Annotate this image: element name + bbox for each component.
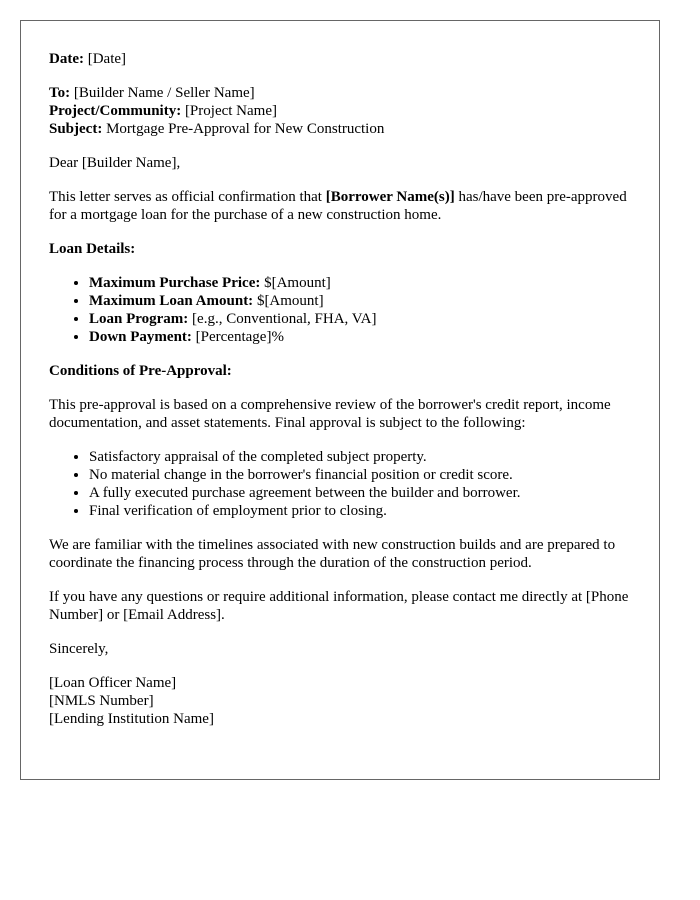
to-value: [Builder Name / Seller Name] bbox=[73, 85, 255, 101]
loan-detail-value: $[Amount] bbox=[253, 293, 324, 309]
letter-document bbox=[20, 20, 660, 780]
list-item bbox=[89, 328, 631, 346]
closing: Sincerely, bbox=[49, 641, 109, 657]
recipient-block bbox=[49, 84, 631, 138]
contact-paragraph: If you have any questions or require additional information, please contact me directly at [Phone Number] or [Email Address]. bbox=[49, 589, 629, 623]
list-item bbox=[89, 310, 631, 328]
loan-detail-value: [Percentage]% bbox=[191, 329, 284, 345]
date-line bbox=[49, 50, 631, 68]
intro-paragraph bbox=[49, 188, 631, 224]
salutation: Dear [Builder Name], bbox=[49, 155, 181, 171]
timeline-paragraph: We are familiar with the timelines associated with new construction builds and are prepared to coordinate the financing process through the duration of the construction period. bbox=[49, 537, 616, 571]
list-item bbox=[89, 292, 631, 310]
loan-detail-label: Maximum Loan Amount: bbox=[89, 293, 254, 309]
list-item: • A fully executed purchase agreement between the builder and borrower. bbox=[89, 484, 631, 502]
to-label: To: bbox=[49, 85, 71, 101]
conditions-heading: Conditions of Pre-Approval: bbox=[49, 363, 232, 379]
loan-details-list bbox=[49, 274, 631, 346]
project-value: [Project Name] bbox=[184, 103, 277, 119]
loan-detail-label: Maximum Purchase Price: bbox=[89, 275, 261, 291]
borrower-name: [Borrower Name(s)] bbox=[325, 189, 455, 205]
intro-text-before: This letter serves as official confirmation that bbox=[49, 189, 326, 205]
date-label: Date: bbox=[49, 51, 84, 67]
loan-detail-label: Loan Program: bbox=[89, 311, 189, 327]
subject-value: Mortgage Pre-Approval for New Construction bbox=[106, 121, 385, 137]
intro-text-after: has/have been pre-approved for a mortgage loan for the purchase of a new construction home. bbox=[49, 189, 627, 223]
list-item: • Satisfactory appraisal of the completed subject property. bbox=[89, 448, 631, 466]
nmls-number: [NMLS Number] bbox=[49, 693, 154, 709]
list-item: • No material change in the borrower's financial position or credit score. bbox=[89, 466, 631, 484]
conditions-list bbox=[49, 448, 631, 520]
subject-label: Subject: bbox=[49, 121, 103, 137]
conditions-intro: This pre-approval is based on a comprehensive review of the borrower's credit report, income documentation, and asset statements. Final approval is subject to the following: bbox=[49, 397, 611, 431]
list-item: • Final verification of employment prior to closing. bbox=[89, 502, 631, 520]
signature-block bbox=[49, 674, 631, 728]
institution-name: [Lending Institution Name] bbox=[49, 711, 214, 727]
subject-line bbox=[49, 120, 631, 138]
loan-detail-label: Down Payment: bbox=[89, 329, 192, 345]
project-label: Project/Community: bbox=[49, 103, 182, 119]
officer-name: [Loan Officer Name] bbox=[49, 675, 177, 691]
date-value: [Date] bbox=[87, 51, 127, 67]
list-item bbox=[89, 274, 631, 292]
loan-detail-value: [e.g., Conventional, FHA, VA] bbox=[188, 311, 377, 327]
loan-details-heading: Loan Details: bbox=[49, 241, 136, 257]
project-line bbox=[49, 102, 631, 120]
loan-detail-value: $[Amount] bbox=[260, 275, 331, 291]
to-line bbox=[49, 84, 631, 102]
